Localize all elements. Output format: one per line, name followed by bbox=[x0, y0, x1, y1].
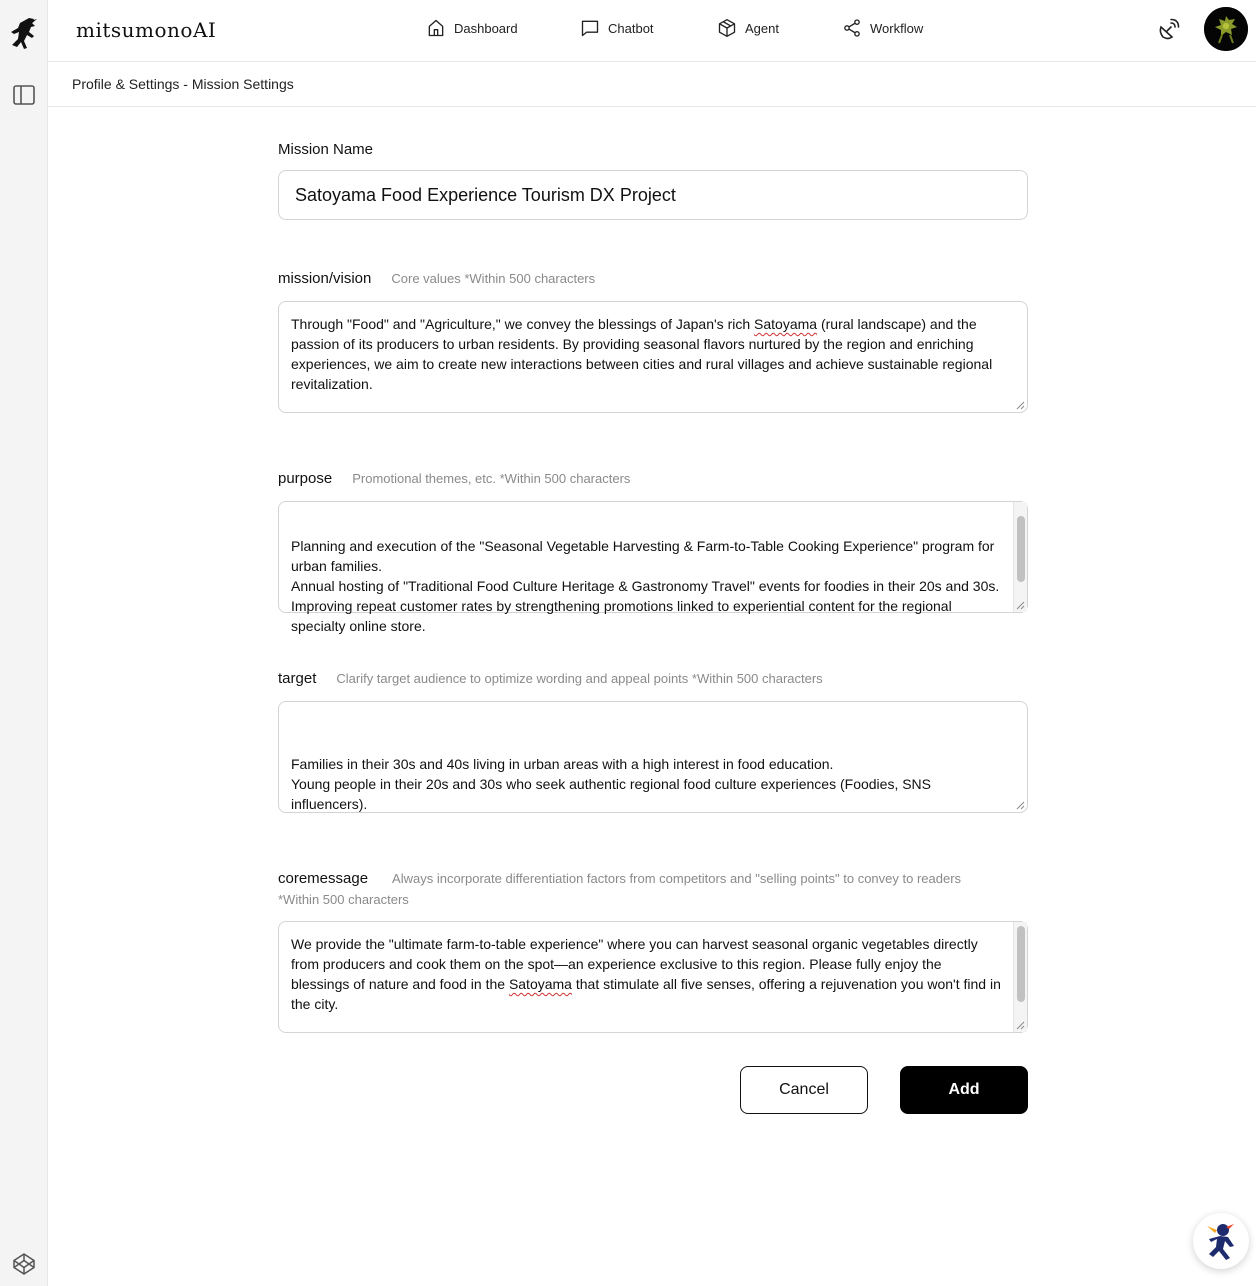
breadcrumb: Profile & Settings - Mission Settings bbox=[72, 76, 294, 92]
coremessage-label: coremessage bbox=[278, 870, 369, 887]
add-button[interactable]: Add bbox=[900, 1066, 1028, 1114]
ninja-logo-icon[interactable] bbox=[7, 16, 41, 54]
nav-workflow[interactable] bbox=[842, 18, 923, 38]
breadcrumb-bar bbox=[48, 62, 1256, 107]
purpose-textarea[interactable] bbox=[278, 501, 1028, 634]
nav-label: Dashboard bbox=[454, 20, 518, 36]
coremessage-hint: Always incorporate differentiation factors from competitors and "selling points" to convey to readers bbox=[392, 871, 962, 886]
purpose-hint: Promotional themes, etc. *Within 500 characters bbox=[352, 471, 631, 486]
mission-name-input[interactable]: Satoyama Food Experience Tourism DX Project bbox=[278, 170, 1028, 220]
coremessage-hint-row-2 bbox=[278, 889, 1028, 911]
mission-vision-label-row bbox=[278, 269, 1028, 289]
coremessage-textarea[interactable] bbox=[278, 921, 1028, 1033]
home-icon bbox=[426, 18, 446, 38]
nav-label: Agent bbox=[745, 20, 779, 36]
coremessage-scrollbar-track[interactable] bbox=[1013, 922, 1027, 1032]
resize-handle-icon[interactable] bbox=[1015, 800, 1025, 810]
avatar-figure-icon bbox=[1204, 7, 1248, 51]
spellcheck-word: Satoyama bbox=[754, 316, 818, 332]
spellcheck-word: Satoyama bbox=[508, 976, 572, 992]
coremessage-scrollbar-thumb[interactable] bbox=[1017, 926, 1025, 1002]
resize-handle-icon[interactable] bbox=[1015, 400, 1025, 410]
resize-handle-icon[interactable] bbox=[1015, 600, 1025, 610]
target-hint: Clarify target audience to optimize wording and appeal points *Within 500 characters bbox=[336, 671, 823, 686]
nav-label: Chatbot bbox=[608, 20, 654, 36]
coremessage-text-a: We provide the "ultimate farm-to-table experience" where you can harvest seasonal organic vegetables directly from producers and cook them on the spot—an experience exclusive to this region. Please fully enjoy the blessings of nature and food in the bbox=[291, 936, 982, 992]
chat-bubble-icon bbox=[580, 18, 600, 38]
assistant-fab[interactable] bbox=[1193, 1213, 1249, 1269]
top-navigation-bar bbox=[48, 0, 1256, 62]
cube-icon bbox=[717, 18, 737, 38]
mission-vision-text-c: (rural landscape) and the passion of its producers to urban residents. By providing seasonal flavors nurtured by the region and enriching experiences, we aim to create new interactions between cities and rural villages and achieve sustainable regional revitalization. bbox=[291, 316, 997, 392]
nav-label: Workflow bbox=[870, 20, 924, 36]
cancel-button[interactable]: Cancel bbox=[740, 1066, 868, 1114]
codepen-icon[interactable] bbox=[12, 1252, 36, 1276]
mission-name-label: Mission Name bbox=[278, 141, 374, 158]
coremessage-text-c: that stimulate all five senses, offering a rejuvenation you won't find in the city. bbox=[291, 976, 1005, 1012]
mission-vision-text-a: Through "Food" and "Agriculture," we convey the blessings of Japan's rich bbox=[291, 316, 755, 332]
purpose-label: purpose bbox=[278, 470, 333, 487]
purpose-text: Planning and execution of the "Seasonal Vegetable Harvesting & Farm-to-Table Cooking Experience" program for urban families. Annual hosting of "Traditional Food Culture Heritage & Gastronomy Travel" events for foodies in their 20s and 30s. Improving repeat customer rates by strengthening promotions linked to experiential content for the regional specialty online store. bbox=[291, 538, 1000, 634]
purpose-label-row bbox=[278, 469, 1028, 489]
mission-vision-textarea[interactable] bbox=[278, 301, 1028, 413]
broadcast-icon[interactable] bbox=[1156, 18, 1180, 42]
target-label: target bbox=[278, 670, 317, 687]
purpose-scrollbar-thumb[interactable] bbox=[1017, 516, 1025, 582]
sidebar-toggle-icon[interactable] bbox=[12, 84, 36, 106]
purpose-scrollbar-track[interactable] bbox=[1013, 502, 1027, 612]
nav-dashboard[interactable] bbox=[426, 18, 518, 38]
mission-settings-form bbox=[278, 140, 1028, 1033]
ninja-mascot-icon bbox=[1193, 1213, 1249, 1269]
user-avatar[interactable] bbox=[1204, 7, 1248, 51]
target-textarea[interactable] bbox=[278, 701, 1028, 813]
target-text: Families in their 30s and 40s living in urban areas with a high interest in food education. Young people in their 20s and 30s who seek authentic regional food culture experiences (Foodies, SNS influencers). bbox=[291, 756, 932, 812]
nav-agent[interactable] bbox=[717, 18, 779, 38]
mission-vision-label: mission/vision bbox=[278, 270, 372, 287]
sidebar bbox=[0, 0, 48, 1286]
share-nodes-icon bbox=[842, 18, 862, 38]
brand-name[interactable]: mitsumonoAI bbox=[76, 18, 217, 42]
mission-vision-hint: Core values *Within 500 characters bbox=[391, 271, 596, 286]
coremessage-hint-2: *Within 500 characters bbox=[278, 892, 409, 907]
resize-handle-icon[interactable] bbox=[1015, 1020, 1025, 1030]
nav-chatbot[interactable] bbox=[580, 18, 654, 38]
